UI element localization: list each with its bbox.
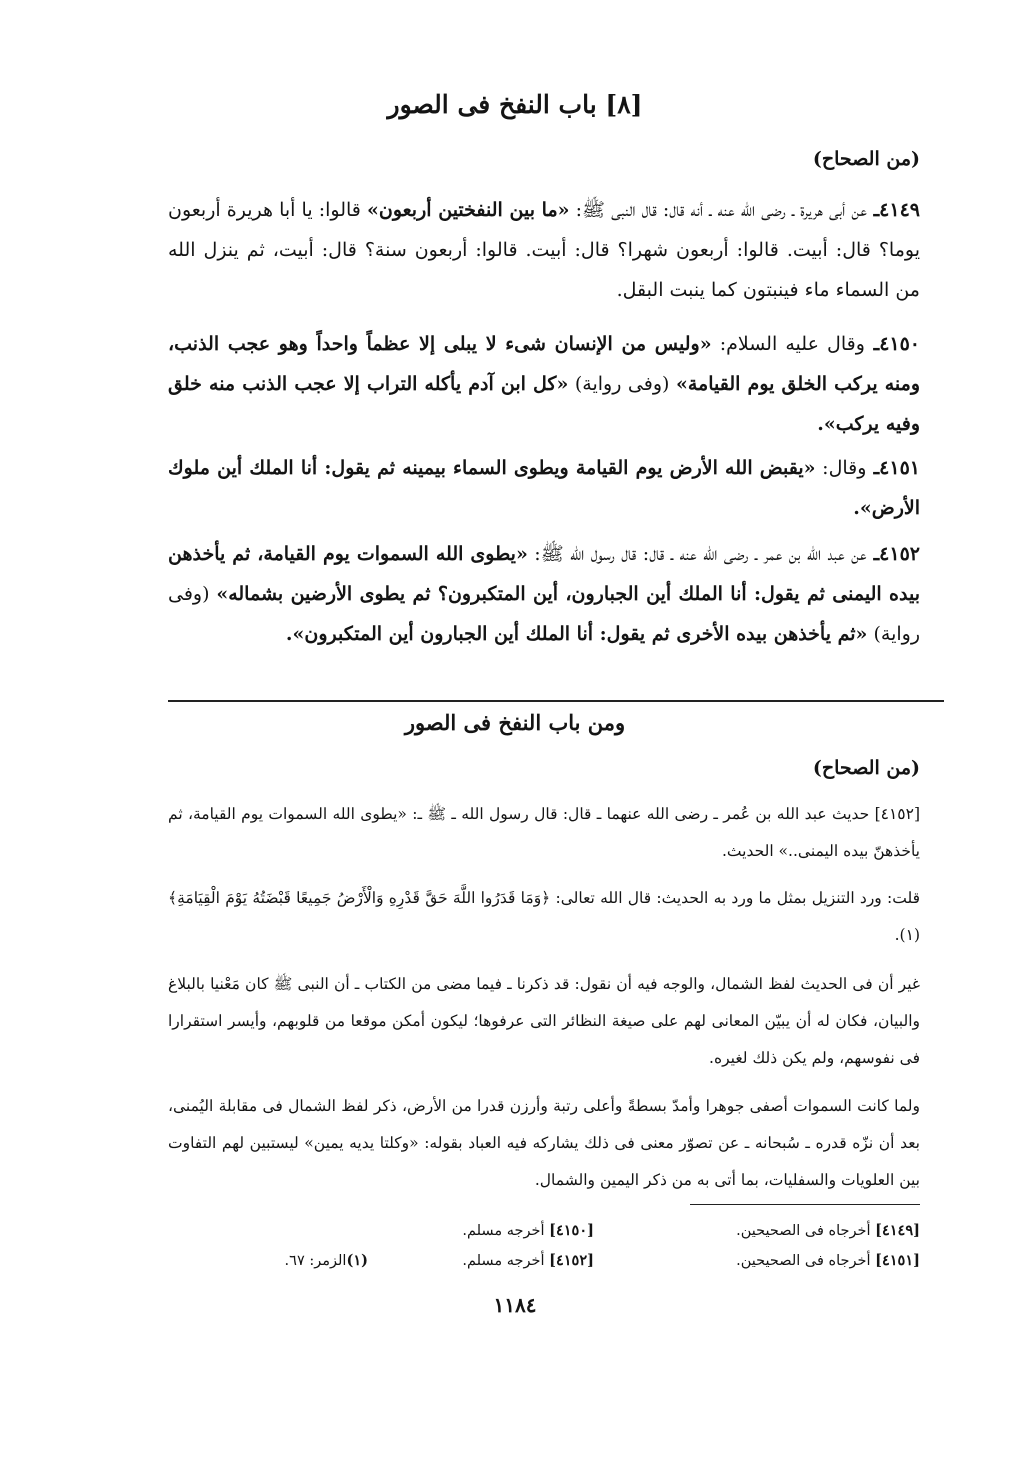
chapter-title: [٨] باب النفخ فى الصور <box>387 90 643 119</box>
hadith-text: عن عبد الله بن عمر ـ رضى الله عنه ـ قال: قال رسول الله ﷺ: <box>527 543 867 565</box>
footnote: [٤١٥٠] أخرجه مسلم. <box>462 1222 594 1239</box>
hadith-number: ٤١٥٠ <box>879 333 921 355</box>
section-subheading: (من الصحاح) <box>812 148 920 170</box>
hadith-text-rest: (وفى رواية) <box>168 583 920 645</box>
hadith-text-rest: (وفى رواية) <box>568 373 676 395</box>
footnote: [٤١٤٩] أخرجاه فى الصحيحين. <box>736 1222 920 1239</box>
hadith-number: ٤١٤٩ <box>879 199 920 221</box>
commentary-title: ومن باب النفخ فى الصور <box>404 710 626 735</box>
section-divider <box>168 700 944 702</box>
hadith-quote: «يقبض الله الأرض يوم القيامة ويطوى السماء بيمينه ثم يقول: أنا الملك أين ملوك الأرض». <box>168 457 920 519</box>
commentary-paragraph: قلت: ورد التنزيل بمثل ما ورد به الحديث: قال الله تعالى: ﴿وَمَا قَدَرُوا اللَّهَ حَقَّ قَدْرِهِ وَالْأَرْضُ جَمِيعًا قَبْضَتُهُ يَوْمَ الْقِيَامَةِ﴾(١). <box>168 889 920 944</box>
hadith-text-rest: قالوا: يا أبا هريرة أربعون يوما؟ قال: أبيت. قالوا: أربعون شهرا؟ قال: أبيت. قالوا: أربعون سنة؟ قال: أبيت، ثم ينزل الله من السماء ماء فينبتون كما ينبت البقل. <box>168 199 920 301</box>
hadith-text: عن أبى هريرة ـ رضى الله عنه ـ أنه قال: قال النبى ﷺ: <box>569 199 867 221</box>
hadith-number: ٤١٥١ <box>879 457 920 479</box>
footnote: (١)الزمر: ٦٧. <box>284 1252 368 1269</box>
hadith-quote-2: «كل ابن آدم يأكله التراب إلا عجب الذنب منه خلق وفيه يركب». <box>168 373 920 435</box>
hadith-quote: «ما بين النفختين أربعون» <box>367 199 570 221</box>
hadith-text: وقال عليه السلام: <box>711 333 865 355</box>
hadith-4149: ٤١٤٩ـ عن أبى هريرة ـ رضى الله عنه ـ أنه قال: قال النبى ﷺ: «ما بين النفختين أربعون» قالوا: يا أبا هريرة أربعون يوما؟ قال: أبيت. قالوا: أربعون شهرا؟ قال: أبيت. قالوا: أربعون سنة؟ قال: أبيت، ثم ينزل الله من السماء ماء فينبتون كما ينبت البقل. <box>168 199 920 301</box>
hadith-number: ٤١٥٢ <box>879 543 920 565</box>
hadith-4150: ٤١٥٠ـ وقال عليه السلام: «وليس من الإنسان شىء لا يبلى إلا عظماً واحداً وهو عجب الذنب، ومنه يركب الخلق يوم القيامة» (وفى رواية) «كل ابن آدم يأكله التراب إلا عجب الذنب منه خلق وفيه يركب». <box>168 333 921 435</box>
hadith-quote-2: «ثم يأخذهن بيده الأخرى ثم يقول: أنا الملك أين الجبارون أين المتكبرون». <box>285 623 868 645</box>
hadith-text: وقال: <box>815 457 867 479</box>
footnote-divider <box>690 1204 920 1205</box>
commentary-subheading: (من الصحاح) <box>812 757 920 779</box>
commentary-paragraph: ولما كانت السموات أصفى جوهرا وأمدّ بسطةً وأعلى رتبة وأرزن قدرا من الأرض، ذكر لفظ الشمال فى مقابلة اليُمنى، بعد أن نزّه قدره ـ سُبحانه ـ عن تصوّر معنى فى ذلك يشاركه فيه العباد بقوله: «وكلتا يديه يمين» ليستبين لهم التفاوت بين العلويات والسفليات، بما أتى به من ذكر اليمين والشمال. <box>168 1097 920 1189</box>
commentary-paragraph: [٤١٥٢] حديث عبد الله بن عُمر ـ رضى الله عنهما ـ قال: قال رسول الله ـ ﷺ ـ: «يطوى الله السموات يوم القيامة، ثم يأخذهنّ بيده اليمنى..» الحديث. <box>168 805 920 860</box>
hadith-4152: ٤١٥٢ـ عن عبد الله بن عمر ـ رضى الله عنه ـ قال: قال رسول الله ﷺ: «يطوى الله السموات يوم القيامة، ثم يأخذهن بيده اليمنى ثم يقول: أنا الملك أين الجبارون، أين المتكبرون؟ ثم يطوى الأرضين بشماله» (وفى رواية) «ثم يأخذهن بيده الأخرى ثم يقول: أنا الملك أين الجبارون أين المتكبرون». <box>168 543 920 645</box>
commentary-paragraph: غير أن فى الحديث لفظ الشمال، والوجه فيه أن نقول: قد ذكرنا ـ فيما مضى من الكتاب ـ أن النبى ﷺ كان مَعْنيا بالبلاغ والبيان، فكان له أن يبيّن المعانى لهم على صيغة النظائر التى عرفوها؛ ليكون أمكن موقعا من قلوبهم، وأيسر استقرارا فى نفوسهم، ولم يكن ذلك لغيره. <box>168 975 920 1067</box>
page-number: ١١٨٤ <box>493 1293 537 1317</box>
footnote: [٤١٥١] أخرجاه فى الصحيحين. <box>736 1252 920 1269</box>
hadith-quote: «وليس من الإنسان شىء لا يبلى إلا عظماً واحداً وهو عجب الذنب، ومنه يركب الخلق يوم القيامة» <box>168 333 921 395</box>
hadith-quote: «يطوى الله السموات يوم القيامة، ثم يأخذهن بيده اليمنى ثم يقول: أنا الملك أين الجبارون، أين المتكبرون؟ ثم يطوى الأرضين بشماله» <box>168 543 920 605</box>
hadith-4151: ٤١٥١ـ وقال: «يقبض الله الأرض يوم القيامة ويطوى السماء بيمينه ثم يقول: أنا الملك أين ملوك الأرض». <box>168 457 920 519</box>
footnote: [٤١٥٢] أخرجه مسلم. <box>462 1252 594 1269</box>
